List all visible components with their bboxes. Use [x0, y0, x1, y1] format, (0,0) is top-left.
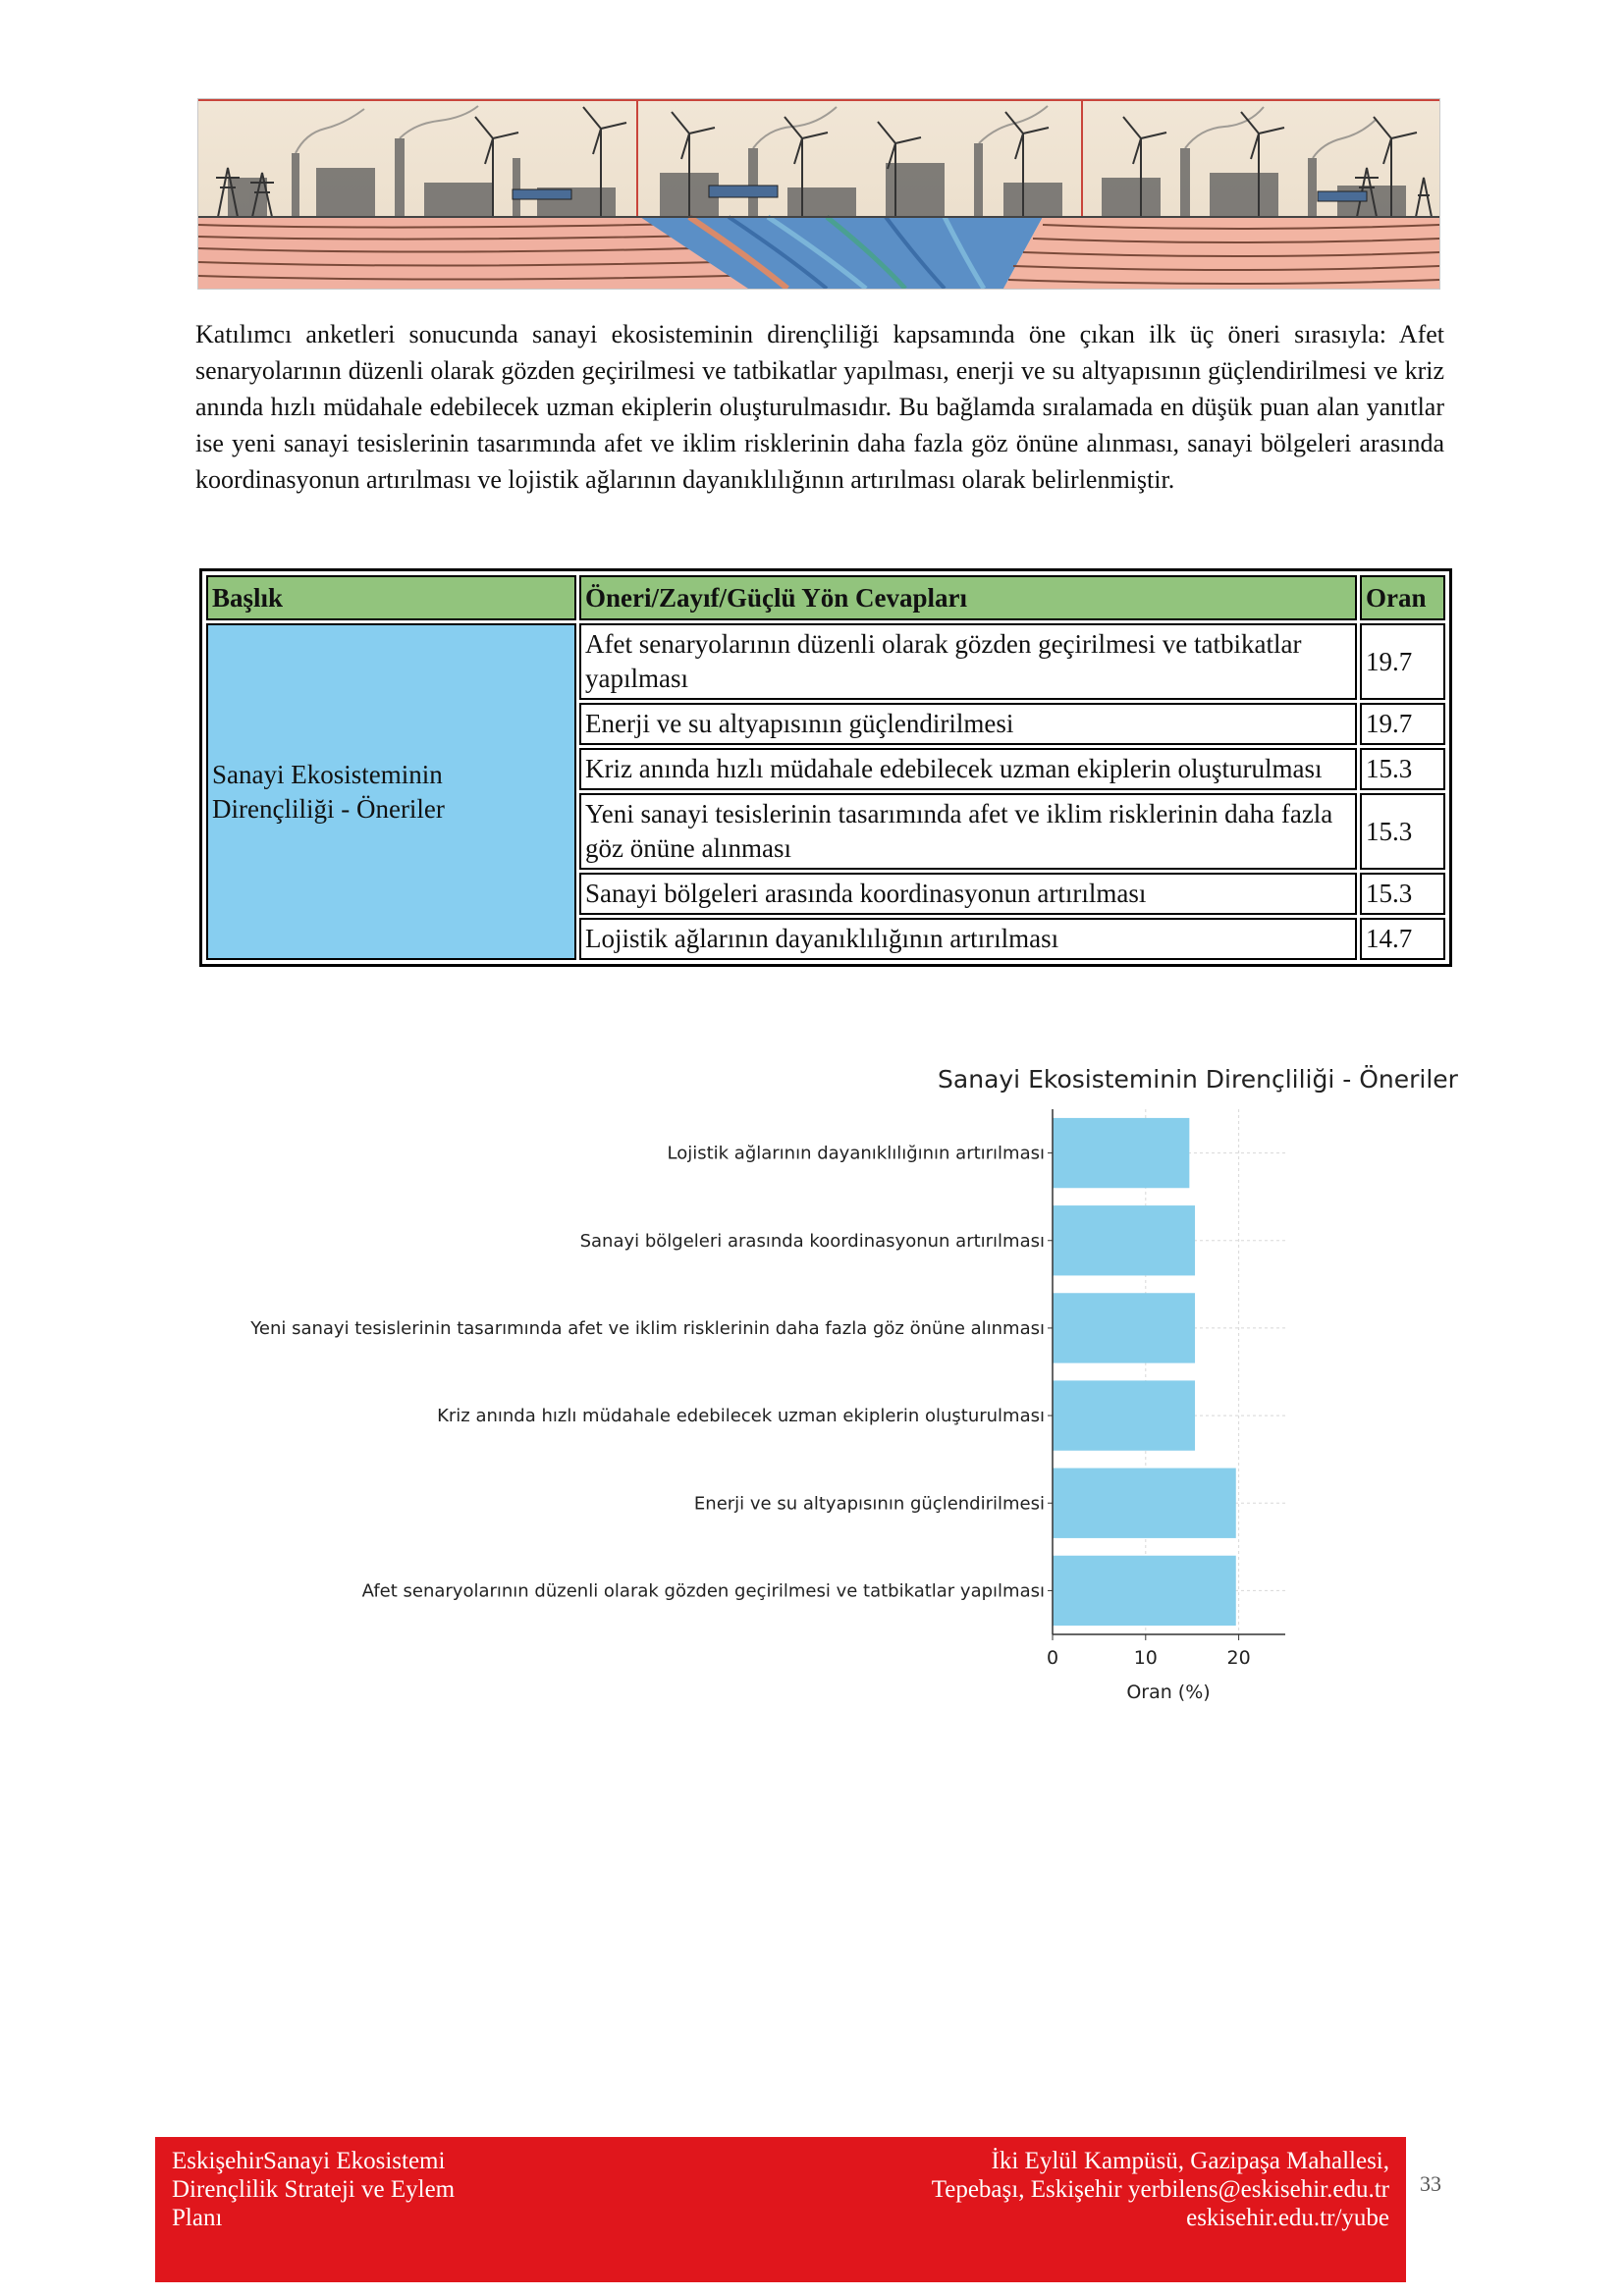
recommendations-table: [199, 568, 1452, 967]
chart-bar: [1053, 1380, 1195, 1450]
category-label: Yeni sanayi tesislerinin tasarımında afet ve iklim risklerinin daha fazla göz önüne alınması: [250, 1317, 1045, 1339]
chart-bar: [1053, 1293, 1195, 1362]
footer-title-line: Dirençlilik Strateji ve Eylem: [172, 2176, 456, 2203]
ratio-cell: 19.7: [1360, 623, 1445, 700]
ratio-cell: 15.3: [1360, 793, 1445, 870]
x-tick-label: 10: [1133, 1647, 1158, 1669]
category-label: Enerji ve su altyapısının güçlendirilmesi: [693, 1493, 1045, 1515]
answer-cell: Yeni sanayi tesislerinin tasarımında afet ve iklim risklerinin daha fazla göz önüne alınması: [579, 793, 1357, 870]
header-answers: Öneri/Zayıf/Güçlü Yön Cevapları: [579, 575, 1357, 620]
x-tick-label: 20: [1226, 1647, 1251, 1669]
table-header-row: [206, 575, 1445, 620]
footer-website-line: eskisehir.edu.tr/yube: [1186, 2205, 1389, 2231]
intro-paragraph: Katılımcı anketleri sonucunda sanayi ekosisteminin dirençliliği kapsamında öne çıkan ilk üç öneri sırasıyla: Afet senaryolarının düzenli olarak gözden geçirilmesi ve tatbikatlar yapılması, enerji ve su altyapısının güçlendirilmesi ve kriz anında hızlı müdahale edebilecek uzman ekiplerin oluşturulmasıdır. Bu bağlamda sıralamada en düşük puan alan yanıtlar ise yeni sanayi tesislerinin tasarımında afet ve iklim risklerinin daha fazla göz önüne alınması, sanayi bölgeleri arasında koordinasyonun artırılması ve lojistik ağlarının dayanıklılığının artırılması olarak belirlenmiştir.: [195, 320, 1444, 494]
x-tick-label: 0: [1046, 1647, 1059, 1669]
ratio-cell: 19.7: [1360, 703, 1445, 745]
ratio-cell: 15.3: [1360, 873, 1445, 915]
chart-title: Sanayi Ekosisteminin Dirençliliği - Öneriler: [938, 1065, 1458, 1094]
chart-bar: [1053, 1118, 1189, 1188]
x-axis-label: Oran (%): [1126, 1682, 1211, 1703]
ratio-cell: 14.7: [1360, 918, 1445, 960]
chart-bar: [1053, 1556, 1236, 1626]
table-row: [206, 623, 1445, 700]
industrial-landscape-image: [198, 99, 1439, 289]
footer-address-line: İki Eylül Kampüsü, Gazipaşa Mahallesi,: [991, 2148, 1389, 2174]
answer-cell: Kriz anında hızlı müdahale edebilecek uzman ekiplerin oluşturulması: [579, 748, 1357, 790]
header-topic: Başlık: [206, 575, 576, 620]
category-label: Kriz anında hızlı müdahale edebilecek uzman ekiplerin oluşturulması: [437, 1406, 1045, 1427]
category-label: Lojistik ağlarının dayanıklılığının artırılması: [667, 1143, 1045, 1164]
category-label: Afet senaryolarının düzenli olarak gözden geçirilmesi ve tatbikatlar yapılması: [361, 1580, 1045, 1602]
ratio-cell: 15.3: [1360, 748, 1445, 790]
topic-cell: Sanayi Ekosisteminin Dirençliliği - Öneriler: [206, 623, 576, 960]
page-footer: [155, 2137, 1406, 2282]
answer-cell: Sanayi bölgeleri arasında koordinasyonun artırılması: [579, 873, 1357, 915]
header-illustration: [197, 98, 1440, 290]
footer-document-title: [172, 2147, 455, 2232]
answer-cell: Afet senaryolarının düzenli olarak gözden geçirilmesi ve tatbikatlar yapılması: [579, 623, 1357, 700]
answer-cell: Enerji ve su altyapısının güçlendirilmesi: [579, 703, 1357, 745]
header-ratio: Oran: [1360, 575, 1445, 620]
page-number: 33: [1420, 2171, 1441, 2196]
answer-cell: Lojistik ağlarının dayanıklılığının artırılması: [579, 918, 1357, 960]
footer-contact: [932, 2147, 1389, 2232]
recommendations-bar-chart: [0, 1050, 1624, 1728]
category-label: Sanayi bölgeleri arasında koordinasyonun artırılması: [579, 1230, 1045, 1252]
footer-title-line: Planı: [172, 2205, 223, 2231]
chart-bar: [1053, 1468, 1236, 1538]
footer-title-line: EskişehirSanayi Ekosistemi: [172, 2148, 446, 2174]
chart-bar: [1053, 1205, 1195, 1275]
footer-address-line: Tepebaşı, Eskişehir yerbilens@eskisehir.edu.tr: [931, 2176, 1389, 2203]
